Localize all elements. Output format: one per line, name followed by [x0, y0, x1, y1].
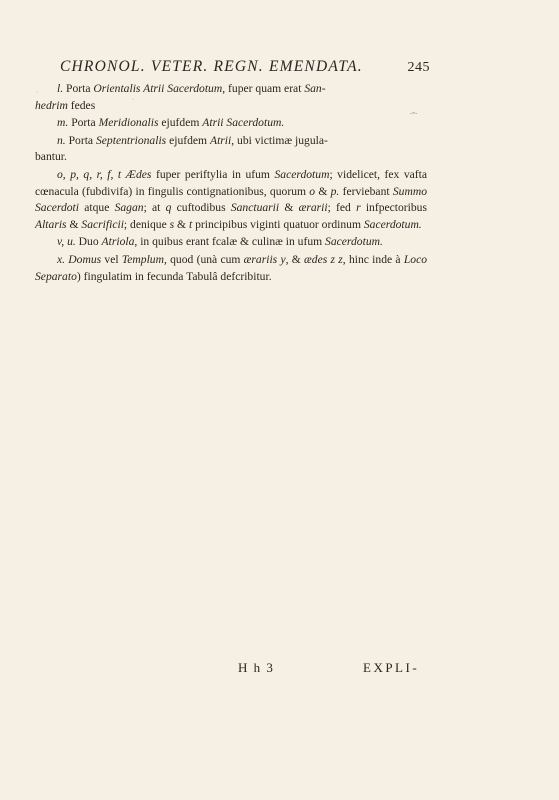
page-header-title: CHRONOL. VETER. REGN. EMENDATA. — [60, 58, 363, 75]
signature-mark: H h 3 — [238, 660, 275, 675]
catchword: EXPLI- — [363, 660, 420, 675]
entry-key: v, u. — [57, 235, 76, 249]
entry-x: x. Domus vel Templum, quod (unà cum ærariis y, & ædes z z, hinc inde à Loco Separato) fingulatim in fecunda Tabulâ defcribitur. — [35, 252, 428, 283]
entry-o-t: o, p, q, r, f, t Ædes fuper periftylia in ufum Sacerdotum; videlicet, fex vafta cœnacula (fubdivifa) in fingulis contignationibus, quorum o & p. ferviebant Summo Sacerdoti atque Sagan; at q cuftodibus Sanctuarii & ærarii; fed r infpectoribus Altaris & Sacrificii; denique s & t principibus viginti quatuor ordinum Sacerdotum. — [35, 167, 428, 231]
entry-m: m. Porta Meridionalis ejufdem Atrii Sacerdotum. — [57, 116, 285, 130]
entry-key: o, p, q, r, f, t — [57, 167, 122, 181]
ink-speck: · — [36, 90, 38, 96]
entry-key: n. — [57, 133, 66, 147]
entry-key: l. — [57, 82, 64, 95]
entry-n: n. Porta Septentrionalis ejufdem Atrii, ubi victimæ jugula- bantur. — [35, 133, 328, 164]
ink-speck: -=- — [410, 111, 418, 117]
entry-key: m. — [57, 116, 69, 130]
entry-key: x. — [57, 252, 66, 266]
running-head — [60, 58, 430, 76]
ink-speck: · — [132, 97, 134, 103]
main-text — [35, 81, 427, 286]
page-number: 245 — [407, 60, 430, 75]
entry-v-u: v, u. Duo Atriola, in quibus erant fcalæ & culinæ in ufum Sacerdotum. — [57, 235, 383, 249]
entry-l: l. Porta Orientalis Atrii Sacerdotum, fuper quam erat San- hedrim fedes — [35, 82, 326, 112]
